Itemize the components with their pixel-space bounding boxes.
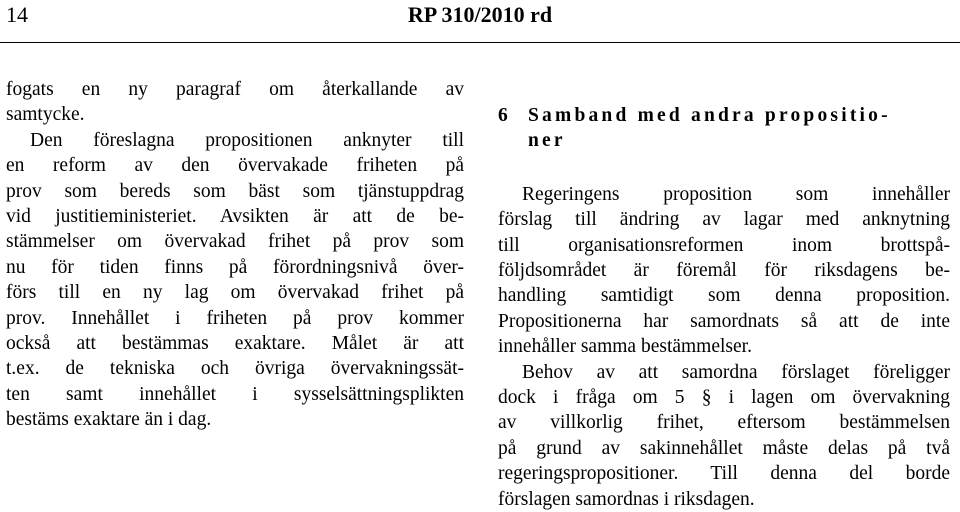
text-line: prov som bereds som bäst som tjänstuppdrag — [6, 180, 464, 202]
header-rule — [0, 42, 960, 43]
text-line: regeringspropositioner. Till denna del borde — [498, 463, 950, 485]
text-line: förslag till ändring av lagar med anknytning — [498, 209, 950, 231]
text-line: vid justitieministeriet. Avsikten är att de be- — [6, 206, 464, 228]
text-line: förslagen samordnas i riksdagen. — [498, 488, 755, 510]
running-head: RP 310/2010 rd — [407, 2, 553, 27]
text-line: av villkorlig frihet, eftersom bestämmelsen — [498, 412, 950, 434]
text-line: bestäms exaktare än i dag. — [6, 409, 212, 431]
text-line: prov. Innehållet i friheten på prov kommer — [6, 307, 464, 329]
text-line: Behov av att samordna förslaget föreligger — [522, 361, 950, 383]
section-title-continuation: ner — [528, 130, 566, 152]
text-line: förs till en ny lag om övervakad frihet på — [6, 282, 464, 304]
text-line: också att bestämmas exaktare. Målet är att — [6, 333, 464, 355]
text-line: dock i fråga om 5 § i lagen om övervakning — [498, 387, 950, 409]
section-heading — [498, 103, 950, 154]
text-line: till organisationsreformen inom brottspå- — [498, 234, 950, 256]
section-number: 6 — [498, 105, 508, 126]
section-title: Samband med andra propositio- — [528, 105, 891, 126]
text-line: nu för tiden finns på förordningsnivå över- — [6, 256, 464, 278]
text-line: stämmelser om övervakad frihet på prov som — [6, 231, 464, 253]
text-line: innehåller samma bestämmelser. — [498, 336, 752, 358]
page-number: 14 — [6, 2, 28, 27]
text-line: Regeringens proposition som innehåller — [522, 183, 950, 205]
text-line: samtycke. — [6, 104, 85, 126]
heading-spacer — [498, 154, 950, 182]
paragraph — [498, 182, 950, 360]
right-column — [498, 103, 950, 512]
text-line: fogats en ny paragraf om återkallande av — [6, 79, 464, 100]
text-line: t.ex. de tekniska och övriga övervakningssät- — [6, 358, 464, 380]
text-line: en reform av den övervakade friheten på — [6, 155, 464, 177]
text-line: Den föreslagna propositionen anknyter till — [30, 129, 464, 151]
paragraph — [498, 360, 950, 512]
text-line: följdsområdet är föremål för riksdagens be- — [498, 260, 950, 282]
text-line: på grund av sakinnehållet måste delas på två — [498, 437, 950, 459]
text-line: Propositionerna har samordnats så att de inte — [498, 310, 950, 332]
left-column — [6, 77, 464, 433]
text-line: ten samt innehållet i sysselsättningsplikten — [6, 383, 464, 405]
text-line: handling samtidigt som denna proposition. — [498, 285, 950, 307]
